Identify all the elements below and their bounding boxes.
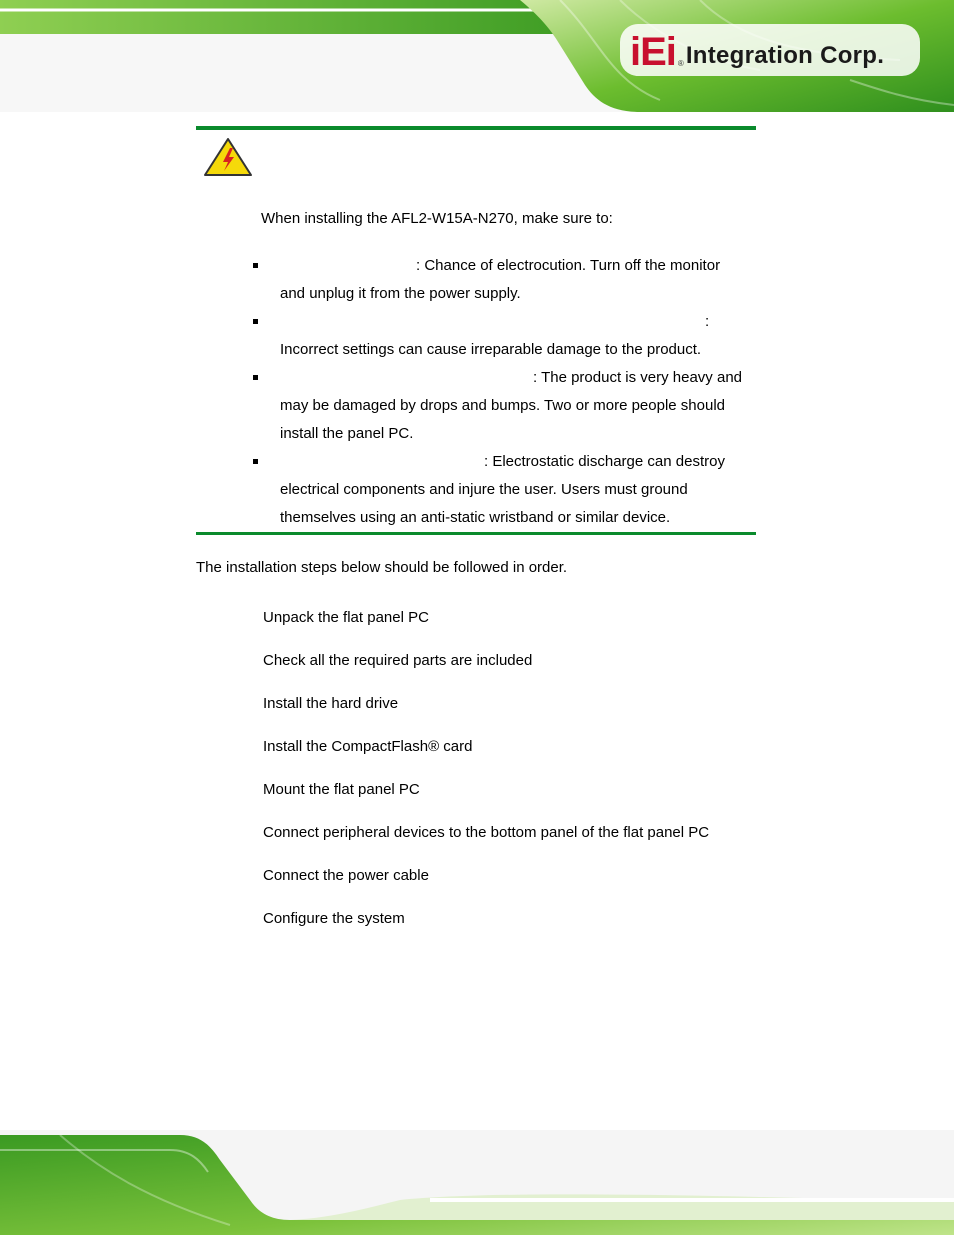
- footer-banner: [0, 1130, 954, 1235]
- steps-lead: The installation steps below should be followed in order.: [196, 559, 568, 576]
- warning-item-1-line-1: : Chance of electrocution. Turn off the monitor: [416, 257, 721, 274]
- warning-item-3-line-2: may be damaged by drops and bumps. Two or more people should: [280, 397, 725, 414]
- step-3: Install the hard drive: [263, 695, 399, 712]
- warning-item-3-line-1: : The product is very heavy and: [533, 369, 743, 386]
- warning-item-1-line-2: and unplug it from the power supply.: [280, 285, 521, 302]
- step-7: Connect the power cable: [263, 867, 429, 884]
- bullet-marker: [253, 319, 258, 324]
- warning-top-rule: [196, 126, 756, 130]
- step-4: Install the CompactFlash® card: [263, 738, 473, 755]
- warning-bottom-rule: [196, 532, 756, 535]
- logo-name: Integration Corp.: [685, 42, 885, 69]
- warning-item-4-line-2: electrical components and injure the user. Users must ground: [280, 481, 688, 498]
- step-8: Configure the system: [263, 910, 405, 927]
- step-5: Mount the flat panel PC: [263, 781, 420, 798]
- warning-icon: [203, 137, 253, 177]
- bullet-marker: [253, 263, 258, 268]
- step-2: Check all the required parts are included: [263, 652, 533, 669]
- logo-registered: ®: [677, 59, 684, 68]
- warning-item-2-line-2: Incorrect settings can cause irreparable damage to the product.: [280, 341, 702, 358]
- bullet-marker: [253, 459, 258, 464]
- warning-item-4-line-3: themselves using an anti-static wristband or similar device.: [280, 509, 671, 526]
- warning-item-4-line-1: : Electrostatic discharge can destroy: [484, 453, 725, 470]
- warning-intro: When installing the AFL2-W15A-N270, make sure to:: [261, 210, 613, 227]
- step-1: Unpack the flat panel PC: [263, 609, 429, 626]
- bullet-marker: [253, 375, 258, 380]
- warning-item-3-line-3: install the panel PC.: [280, 425, 414, 442]
- step-6: Connect peripheral devices to the bottom panel of the flat panel PC: [263, 824, 710, 841]
- company-logo: [630, 28, 884, 72]
- logo-mark: iEi: [630, 30, 676, 74]
- warning-item-2-line-1: :: [705, 313, 710, 330]
